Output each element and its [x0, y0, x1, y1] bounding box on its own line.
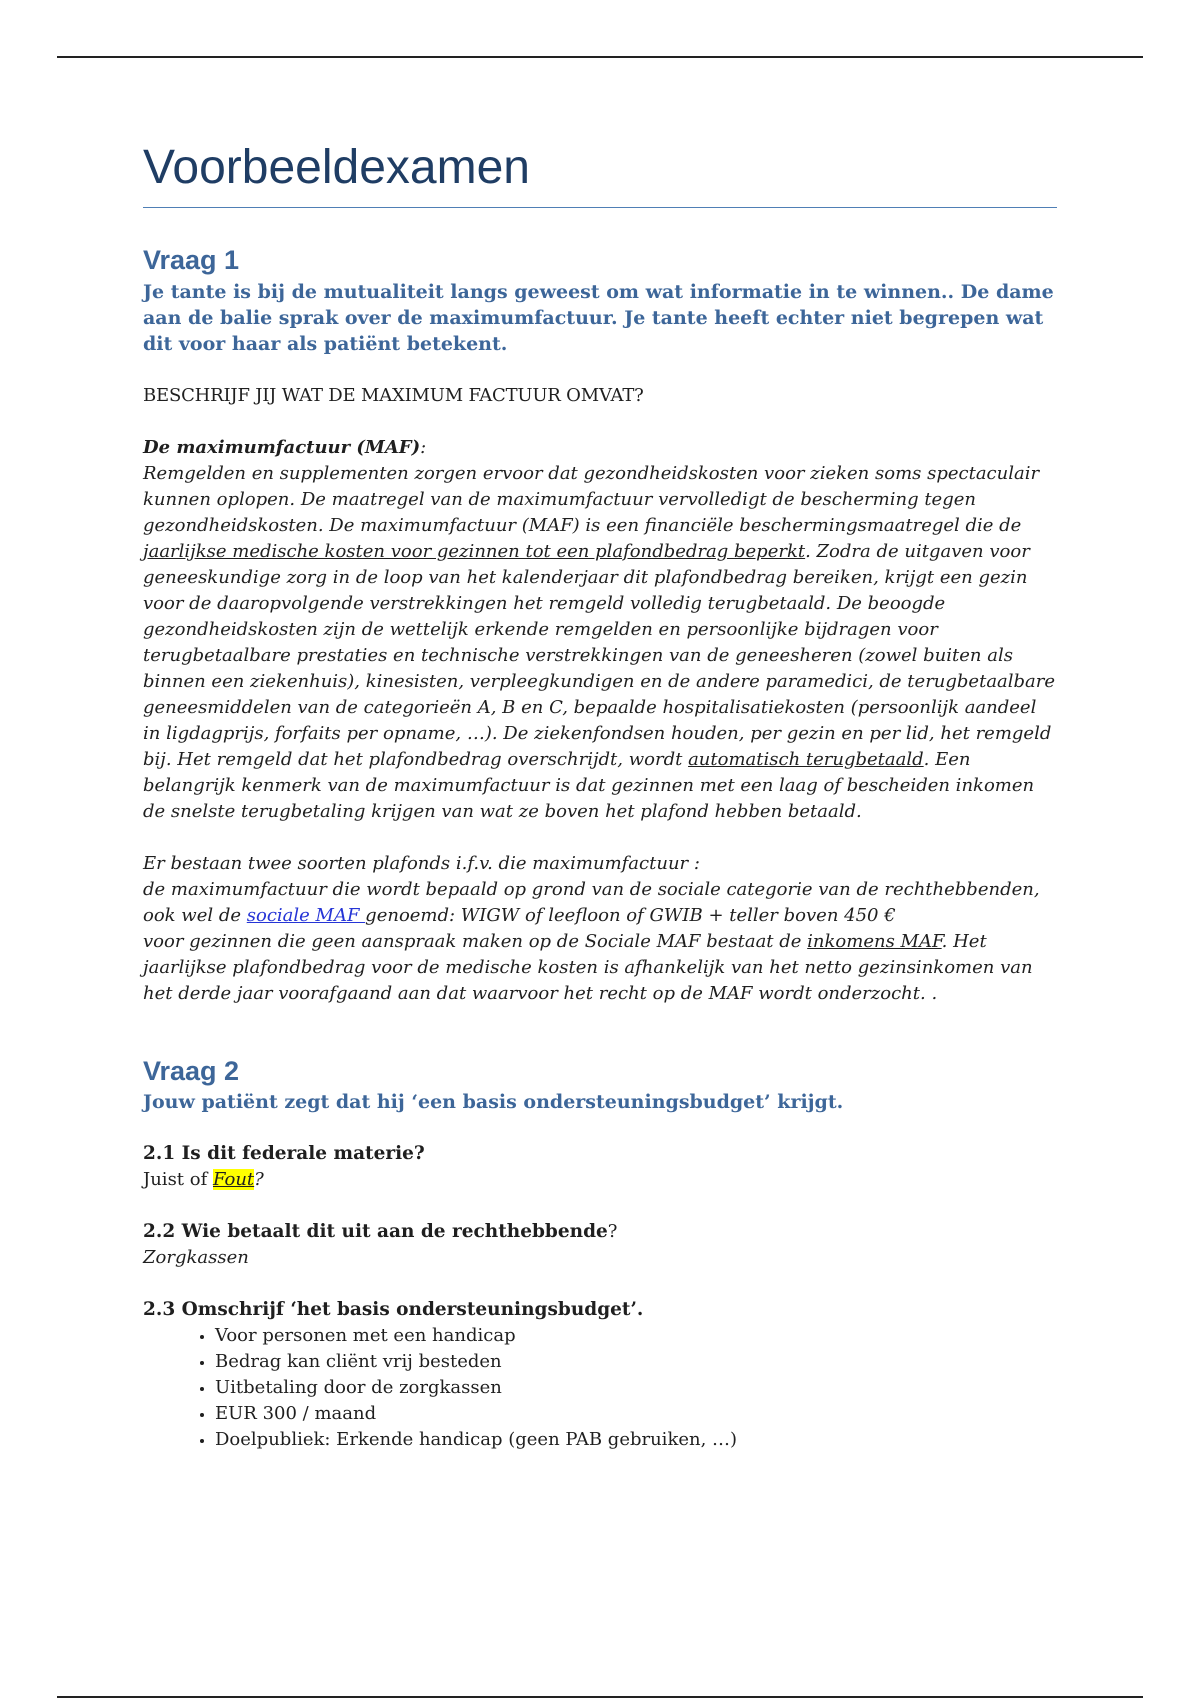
- maf-underline-plafond: jaarlijkse medische kosten voor gezinnen tot een plafondbedrag beperkt: [143, 540, 806, 562]
- question-2-3: 2.3 Omschrijf ‘het basis ondersteuningsbudget’.: [143, 1298, 644, 1320]
- answer-2-3-list: [143, 1323, 1057, 1453]
- sociale-maf-link[interactable]: sociale MAF: [246, 904, 366, 926]
- list-item: • Bedrag kan cliënt vrij besteden: [215, 1349, 1057, 1375]
- question-1-heading: Vraag 1: [143, 245, 240, 276]
- inkomens-maf-underline: inkomens MAF: [807, 930, 942, 952]
- question-2-1: 2.1 Is dit federale materie?: [143, 1142, 425, 1164]
- footer-rule: [57, 1696, 1143, 1698]
- question-2-intro: Jouw patiënt zegt dat hij ‘een basis ondersteuningsbudget’ krijgt.: [143, 1090, 844, 1113]
- list-item: • EUR 300 / maand: [215, 1401, 1057, 1427]
- header-rule: [57, 56, 1143, 58]
- document-title: Voorbeeldexamen: [143, 140, 1057, 208]
- question-2-heading: Vraag 2: [143, 1055, 240, 1086]
- maf-paragraph-1: De maximumfactuur (MAF): Remgelden en supplementen zorgen ervoor dat gezondheidskosten voor zieken soms spectaculair kunnen oplopen. De maatregel van de maximumfactuur vervolledigt de bescherming tegen gezondheidskosten. De maximumfactuur (MAF) is een financiële beschermingsmaatregel die de jaarlijkse medische kosten voor gezinnen tot een plafondbedrag beperkt. Zodra de uitgaven voor geneeskundige zorg in de loop van het kalenderjaar dit plafondbedrag bereiken, krijgt een gezin voor de daaropvolgende verstrekkingen het remgeld volledig terugbetaald. De beoogde gezondheidskosten zijn de wettelijk erkende remgelden en persoonlijke bijdragen voor terugbetaalbare prestaties en technische verstrekkingen van de geneesheren (zowel buiten als binnen een ziekenhuis), kinesisten, verpleegkundigen en de andere paramedici, de terugbetaalbare geneesmiddelen van de categorieën A, B en C, bepaalde hospitalisatiekosten (persoonlijk aandeel in ligdagprijs, forfaits per opname, …). De ziekenfondsen houden, per gezin en per lid, het remgeld bij. Het remgeld dat het plafondbedrag overschrijdt, wordt automatisch terugbetaald. Een belangrijk kenmerk van de maximumfactuur is dat gezinnen met een laag of bescheiden inkomen de snelste terugbetaling krijgen van wat ze boven het plafond hebben betaald.: [143, 436, 1056, 822]
- list-item: • Uitbetaling door de zorgkassen: [215, 1375, 1057, 1401]
- maf-paragraph-2: Er bestaan twee soorten plafonds i.f.v. die maximumfactuur : de maximumfactuur die wordt bepaald op grond van de sociale categorie van de rechthebbenden, ook wel de sociale MAF genoemd: WIGW of leefloon of GWIB + teller boven 450 € voor gezinnen die geen aanspraak maken op de Sociale MAF bestaat de inkomens MAF. Het jaarlijkse plafondbedrag voor de medische kosten is afhankelijk van het netto gezinsinkomen van het derde jaar voorafgaand aan dat waarvoor het recht op de MAF wordt onderzocht. .: [143, 852, 1040, 1004]
- maf-title: De maximumfactuur (MAF): [143, 436, 421, 458]
- question-1-intro: Je tante is bij de mutualiteit langs geweest om wat informatie in te winnen.. De dame aan de balie sprak over de maximumfactuur. Je tante heeft echter niet begrepen wat dit voor haar als patiënt betekent.: [143, 280, 1054, 355]
- answer-2-1: Juist of Fout?: [143, 1168, 264, 1190]
- question-2-2: 2.2 Wie betaalt dit uit aan de rechthebbende?: [143, 1220, 618, 1242]
- answer-2-1-highlight: Fout: [212, 1168, 255, 1190]
- document-body: [143, 140, 1057, 1453]
- answer-2-2: Zorgkassen: [143, 1246, 249, 1268]
- maf-underline-auto: automatisch terugbetaald: [688, 748, 924, 770]
- question-1-instruction: BESCHRIJF JIJ WAT DE MAXIMUM FACTUUR OMVAT?: [143, 384, 644, 406]
- list-item: • Voor personen met een handicap: [215, 1323, 1057, 1349]
- list-item: • Doelpubliek: Erkende handicap (geen PAB gebruiken, …): [215, 1427, 1057, 1453]
